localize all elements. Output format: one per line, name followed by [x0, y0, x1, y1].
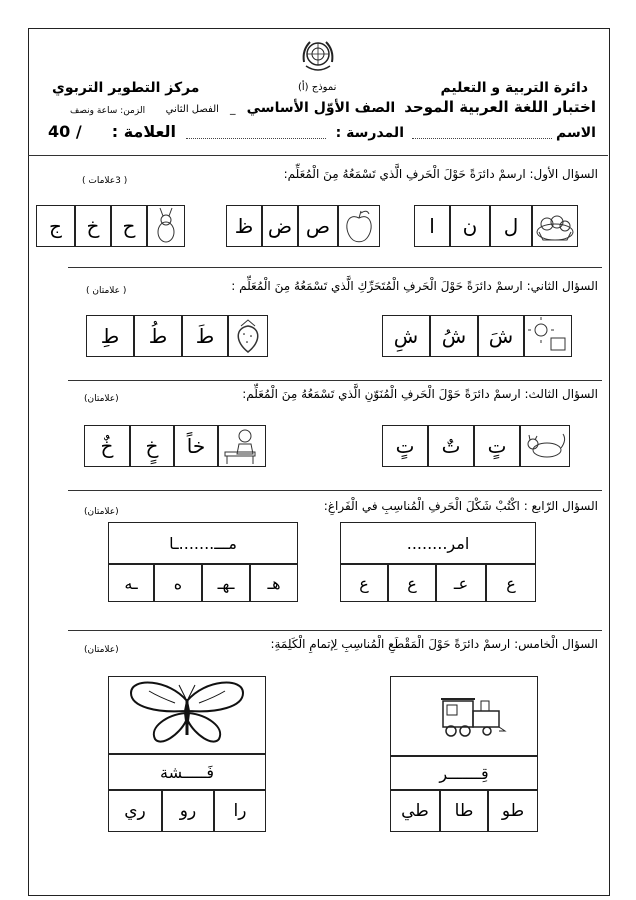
q1-right-letter[interactable]: ا: [414, 205, 450, 247]
q1-left-letter[interactable]: ح: [111, 205, 147, 247]
exam-title: اختبار اللغة العربية الموحد: [404, 98, 596, 116]
semester: الفصل الثاني: [165, 104, 219, 115]
q3-right-letter[interactable]: تٍ: [382, 425, 428, 467]
q5-left-word[interactable]: فَـــــشة: [108, 754, 266, 790]
q5-left-option[interactable]: را: [214, 790, 266, 832]
un-emblem-logo: [298, 36, 338, 76]
q3-title: السؤال الثالث: ارسمْ دائرَةً حَوْلَ الْحَرفِ الْمُنَوّنِ الَّذي تَسْمَعُهُ مِنَ الْمُعَلِّم:: [242, 387, 598, 401]
q2-title: السؤال الثاني: ارسمْ دائرَةً حَوْلَ الْحَرفِ الْمُتَحَرِّكِ الَّذي تَسْمَعُهُ مِنَ الْمُعَلِّم :: [231, 279, 598, 293]
q4-right-option[interactable]: ع: [388, 564, 436, 602]
q1-mid-letter[interactable]: ض: [262, 205, 298, 247]
q2-marks: ( علامتان ): [86, 286, 127, 296]
q2-left-letter[interactable]: طُ: [134, 315, 182, 357]
q2-divider: [68, 380, 602, 381]
model-label: نموذج (أ): [298, 82, 337, 93]
name-field-dots[interactable]: [412, 138, 552, 139]
q1-right-letter[interactable]: ل: [490, 205, 532, 247]
header-divider: [28, 155, 608, 156]
strawberry-picture: [228, 315, 268, 357]
score-label: العلامة :: [111, 122, 176, 141]
q4-right-option[interactable]: ع: [486, 564, 536, 602]
score-value: 40 /: [48, 122, 82, 141]
q3-left-letter[interactable]: خاً: [174, 425, 218, 467]
cat-picture: [520, 425, 570, 467]
fruit-basket-picture: [532, 205, 578, 247]
school-label: المدرسة :: [335, 125, 404, 141]
q5-marks: (علامتان): [84, 645, 119, 655]
q4-right-option[interactable]: ع: [340, 564, 388, 602]
q4-marks: (علامتان): [84, 507, 119, 517]
q4-left-option[interactable]: هـ: [250, 564, 298, 602]
q3-left-letter[interactable]: خٌ: [84, 425, 130, 467]
exam-line: [166, 97, 596, 116]
q5-left-option[interactable]: ري: [108, 790, 162, 832]
dash: _: [230, 102, 236, 115]
q5-right-option[interactable]: طا: [440, 790, 488, 832]
q4-right-word[interactable]: ........امر: [340, 522, 536, 564]
child-desk-picture: [218, 425, 266, 467]
q3-right-letter[interactable]: تٌ: [428, 425, 474, 467]
apple-picture: [338, 205, 380, 247]
q4-divider: [68, 630, 602, 631]
school-field-dots[interactable]: [186, 138, 326, 139]
train-picture: [390, 676, 538, 756]
q1-mid-letter[interactable]: ص: [298, 205, 338, 247]
butterfly-picture: [108, 676, 266, 754]
q5-right-option[interactable]: طو: [488, 790, 538, 832]
q1-right-letter[interactable]: ن: [450, 205, 490, 247]
q3-left-letter[interactable]: خٍ: [130, 425, 174, 467]
q1-mid-letter[interactable]: ظ: [226, 205, 262, 247]
q1-left-letter[interactable]: خ: [75, 205, 111, 247]
q2-right-letter[interactable]: شِ: [382, 315, 430, 357]
q3-marks: (علامتان): [84, 394, 119, 404]
q4-left-option[interactable]: ـهـ: [202, 564, 250, 602]
q4-left-option[interactable]: ـه: [108, 564, 154, 602]
q5-right-option[interactable]: طي: [390, 790, 440, 832]
name-label: الاسم: [556, 125, 596, 141]
q2-left-letter[interactable]: طَ: [182, 315, 228, 357]
q4-left-word[interactable]: مـــ.......ـا: [108, 522, 298, 564]
q5-title: السؤال الْخامس: ارسمْ دائرَةً حَوْلَ الْمَقْطَعِ الْمُناسِبِ لِإتمامِ الْكَلِمَةِ:: [270, 637, 598, 651]
q2-left-letter[interactable]: طِ: [86, 315, 134, 357]
q3-right-letter[interactable]: تٍ: [474, 425, 520, 467]
q1-title: السؤال الأول: ارسمْ دائرَةً حَوْلَ الْحَرفِ الَّذي تَسْمَعُهُ مِنَ الْمُعَلِّم:: [283, 167, 598, 181]
q3-divider: [68, 490, 602, 491]
sun-scene-picture: [524, 315, 572, 357]
grade: الصف الأوّل الأساسي: [246, 100, 396, 116]
q2-right-letter[interactable]: شَ: [478, 315, 524, 357]
q4-right-option[interactable]: عـ: [436, 564, 486, 602]
org-right: دائرة التربية و التعليم: [440, 80, 588, 96]
q1-marks: ( 3علامات ): [82, 176, 128, 186]
time-label: الزمن: ساعة ونصف: [70, 106, 146, 116]
q1-left-letter[interactable]: ج: [36, 205, 75, 247]
q5-left-option[interactable]: رو: [162, 790, 214, 832]
org-left: مركز التطوير التربوي: [52, 80, 200, 96]
q2-right-letter[interactable]: شُ: [430, 315, 478, 357]
q4-title: السؤال الرّابع : اكْتُبْ شَكْلَ الْحَرفِ الْمُناسِبِ في الْفَراغِ:: [323, 499, 598, 513]
q1-divider: [68, 267, 602, 268]
rabbit-picture: [147, 205, 185, 247]
q5-right-word[interactable]: قِـــــــر: [390, 756, 538, 790]
q4-left-option[interactable]: ه: [154, 564, 202, 602]
